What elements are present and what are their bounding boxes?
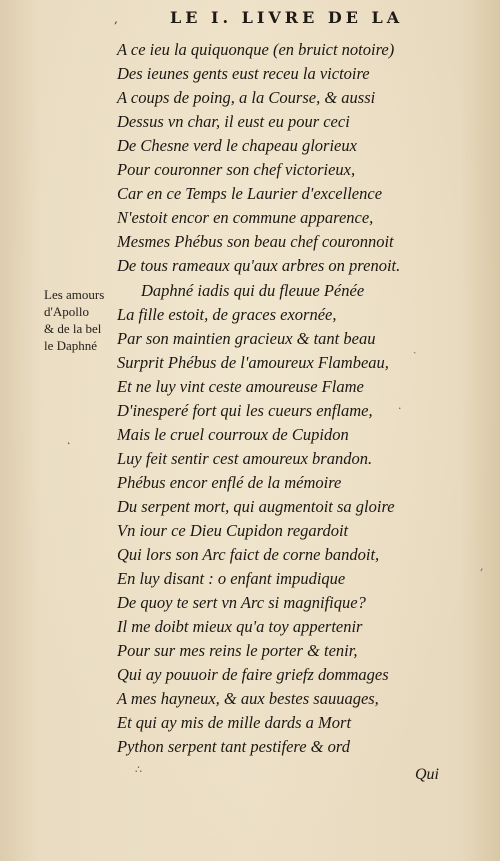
ink-speck: · (398, 402, 402, 415)
verse-line: Surprit Phébus de l'amoureux Flambeau, (117, 353, 389, 372)
verse-line: D'inesperé fort qui les cueurs enflame, (117, 401, 373, 420)
margin-note-line: Les amours (44, 287, 105, 302)
catchword: Qui (415, 766, 439, 783)
ink-speck: ∴ (135, 763, 142, 776)
verse-line: Des ieunes gents eust receu la victoire (117, 64, 370, 83)
verse-line: A ce ieu la quiquonque (en bruict notoire) (117, 40, 395, 59)
verse-line: Mais le cruel courroux de Cupidon (117, 425, 349, 444)
verse-line: Python serpent tant pestifere & ord (117, 737, 350, 756)
margin-note-line: & de la bel (44, 321, 102, 336)
verse-line: En luy disant : o enfant impudique (117, 569, 346, 588)
margin-note (44, 286, 124, 354)
verse-line: La fille estoit, de graces exornée, (117, 305, 337, 324)
verse-line: Pour couronner son chef victorieux, (117, 160, 356, 179)
verse-line: Du serpent mort, qui augmentoit sa gloire (117, 497, 395, 516)
verse-line: Luy feit sentir cest amoureux brandon. (117, 449, 373, 468)
verse-line: Par son maintien gracieux & tant beau (117, 329, 376, 348)
verse-line: Qui ay pouuoir de faire griefz dommages (117, 665, 389, 684)
verse-line: N'estoit encor en commune apparence, (117, 208, 374, 227)
verse-line: Pour sur mes reins le porter & tenir, (117, 641, 358, 660)
verse-line: De quoy te sert vn Arc si magnifique? (117, 593, 366, 612)
verse-line: Il me doibt mieux qu'a toy appertenir (117, 617, 363, 636)
verse-line: Car en ce Temps le Laurier d'excellence (117, 184, 383, 203)
verse-line: Et ne luy vint ceste amoureuse Flame (117, 377, 364, 396)
running-head (0, 8, 500, 30)
verse-line: Et qui ay mis de mille dards a Mort (117, 713, 352, 732)
margin-note-line: d'Apollo (44, 304, 89, 319)
verse-line: Daphné iadis qui du fleuue Pénée (141, 281, 365, 300)
verse-line: A mes hayneux, & aux bestes sauuages, (117, 689, 379, 708)
running-title: LE I. LIVRE DE LA (170, 8, 404, 27)
verse-line: Qui lors son Arc faict de corne bandoit, (117, 545, 380, 564)
verse-line: Phébus encor enflé de la mémoire (117, 473, 342, 492)
page-mark: , (114, 12, 118, 26)
margin-note-line: le Daphné (44, 338, 98, 353)
ink-speck: , (480, 560, 484, 573)
ink-speck: ˎ (413, 341, 417, 354)
verse-line: De Chesne verd le chapeau glorieux (117, 136, 357, 155)
verse-line: Vn iour ce Dieu Cupidon regardoit (117, 521, 349, 540)
verse-line: Mesmes Phébus son beau chef couronnoit (117, 232, 394, 251)
verse-line: De tous rameaux qu'aux arbres on prenoit. (117, 256, 401, 275)
verse-line: A coups de poing, a la Course, & aussi (117, 88, 376, 107)
verse-line: Dessus vn char, il eust eu pour ceci (117, 112, 350, 131)
ink-speck: ˛ (66, 432, 72, 445)
